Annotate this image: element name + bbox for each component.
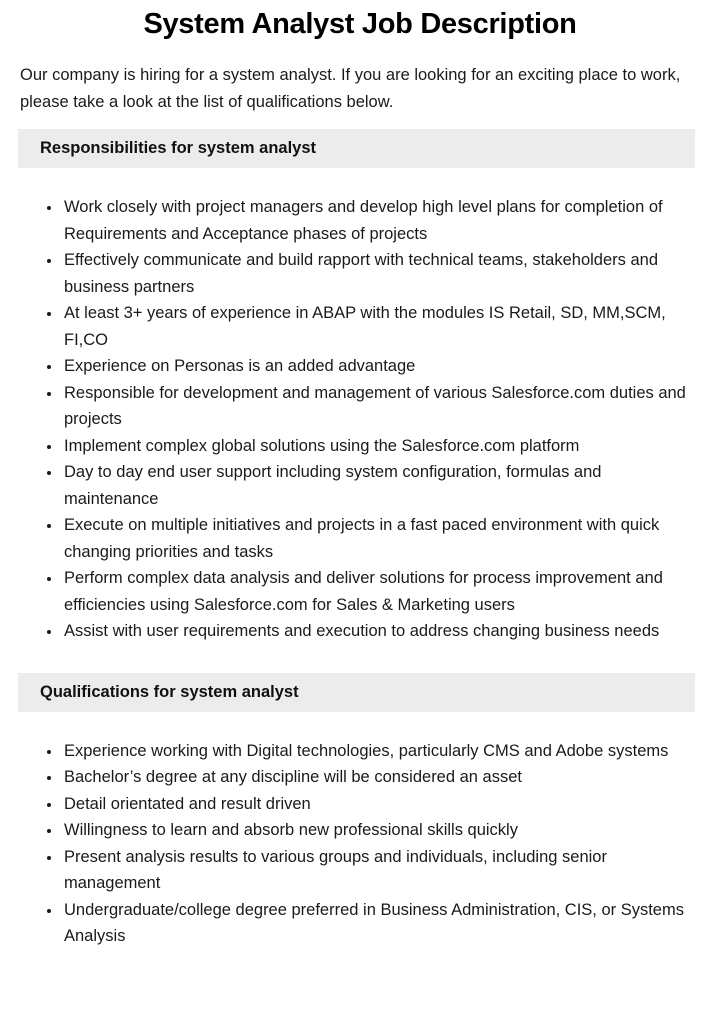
list-item: • Undergraduate/college degree preferred in Business Administration, CIS, or Systems Analysis — [62, 897, 694, 950]
list-item: • Assist with user requirements and execution to address changing business needs — [62, 618, 694, 645]
intro-paragraph: Our company is hiring for a system analyst. If you are looking for an exciting place to work, please take a look at the list of qualifications below. — [20, 66, 681, 111]
list-item: • Detail orientated and result driven — [62, 791, 694, 818]
list-item: • Experience on Personas is an added advantage — [62, 353, 694, 380]
list-item: • Bachelor’s degree at any discipline will be considered an asset — [62, 764, 694, 791]
list-item: • Responsible for development and management of various Salesforce.com duties and projects — [62, 380, 694, 433]
list-item: • Execute on multiple initiatives and projects in a fast paced environment with quick changing priorities and tasks — [62, 512, 694, 565]
list-item: • Work closely with project managers and develop high level plans for completion of Requirements and Acceptance phases of projects — [62, 194, 694, 247]
responsibilities-heading: Responsibilities for system analyst — [18, 129, 695, 168]
list-item: • Day to day end user support including system configuration, formulas and maintenance — [62, 459, 694, 512]
list-item: • Perform complex data analysis and deliver solutions for process improvement and efficiencies using Salesforce.com for Sales & Marketing users — [62, 565, 694, 618]
qualifications-heading: Qualifications for system analyst — [18, 673, 695, 712]
list-item: • Present analysis results to various groups and individuals, including senior management — [62, 844, 694, 897]
list-item: • Implement complex global solutions using the Salesforce.com platform — [62, 433, 694, 460]
list-item: • At least 3+ years of experience in ABAP with the modules IS Retail, SD, MM,SCM, FI,CO — [62, 300, 694, 353]
responsibilities-list — [0, 194, 694, 645]
list-item: • Experience working with Digital technologies, particularly CMS and Adobe systems — [62, 738, 694, 765]
qualifications-list — [0, 738, 694, 950]
list-item: • Effectively communicate and build rapport with technical teams, stakeholders and business partners — [62, 247, 694, 300]
section-qualifications — [0, 673, 720, 950]
page-title: System Analyst Job Description — [143, 8, 577, 40]
list-item: • Willingness to learn and absorb new professional skills quickly — [62, 817, 694, 844]
section-responsibilities — [0, 129, 720, 645]
